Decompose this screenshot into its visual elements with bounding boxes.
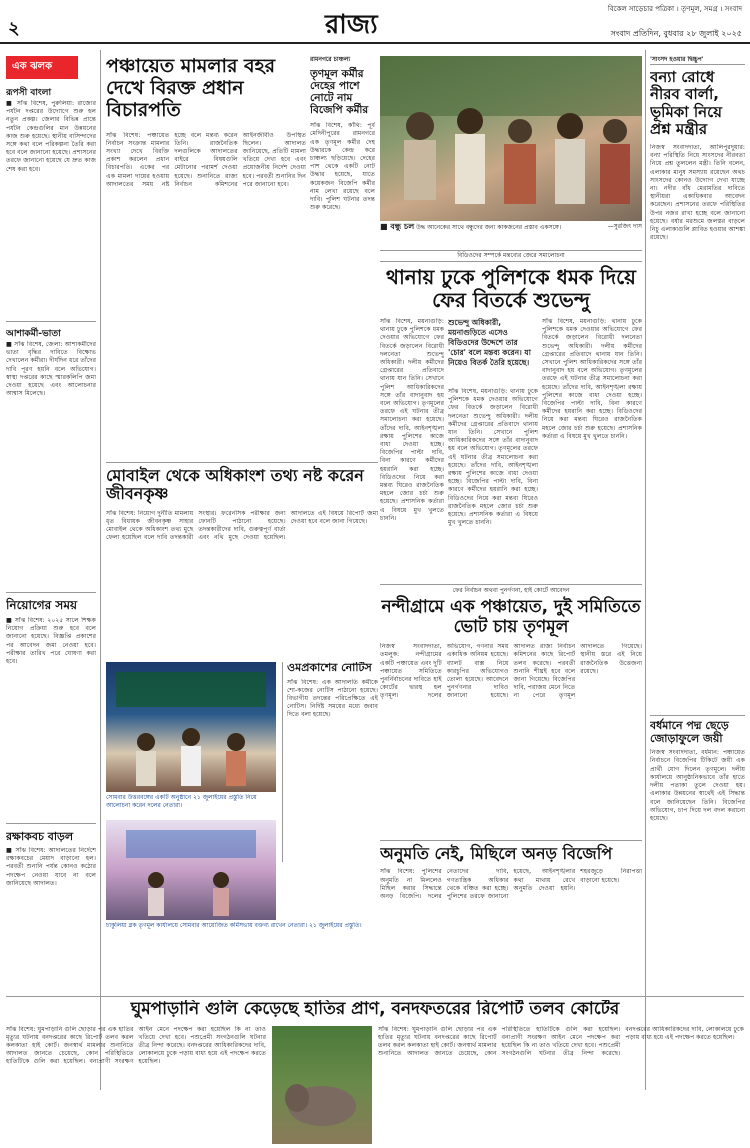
masthead-date: সংবাদ প্রতিদিন, বুধবার ২৮ জুলাই ২০২৫ — [610, 29, 742, 38]
briefs-label: এক ঝলক — [6, 56, 78, 79]
story-trinamool — [310, 56, 375, 456]
caption-title: ■ বন্ধু চল — [380, 223, 415, 231]
story-body: সাঁঝ বিশেষ: পুলিশের অনুমতি না মিললেও মিছিল করার সিদ্ধান্তে অনড় বিজেপি। দলের নেতাদের দাবি, গণতান্ত্রিক অধিকার থেকে বঞ্চিত করা হচ্ছে। পুলিশের তরফে জানানো হয়েছে, আইনশৃঙ্খলার কথা মাথায় রেখে অনুমতি দেওয়া হয়নি। শহরজুড়ে নিরাপত্তা বাড়ানো হয়েছে। — [380, 868, 642, 900]
headline: পঞ্চায়েত মামলার বহর দেখে বিরক্ত প্রধান বিচারপতি — [106, 56, 276, 121]
photo-scene — [106, 662, 276, 792]
story-body: সাঁঝ বিশেষ: ঘুমপাড়ানি গুলি ছোড়ার পর এক হাতির মৃত্যুর ঘটনায় বনদপ্তরের কাছে রিপোর্ট তলব করল কলকাতা হাই কোর্ট। জনস্বার্থ মামলার শুনানিতে আদালত জানতে চেয়েছে, কোন পরিস্থিতিতে হাতিটিকে গুলি করা হয়েছিল। বন্যপ্রাণী সংরক্ষণ আইন মেনে পদক্ষেপ করা হয়েছিল কি না তাও খতিয়ে দেখা হবে। পশুপ্রেমী সংগঠনগুলি ঘটনার তীব্র নিন্দা করেছে। বনদপ্তরের আধিকারিকদের দাবি, লোকালয়ে ঢুকে পড়ায় বাধ্য হয়ে এই পদক্ষেপ করতে হয়েছিল। — [6, 1025, 266, 1066]
photo-caption — [380, 223, 642, 245]
story-body: সাঁঝ বিশেষ: এক আদালতি কর্মীকে শো-কজের নোটিস পাঠানো হয়েছে। বিভাগীয় তদন্তের পরিপ্রেক্ষিতে এই নোটিস। নির্দিষ্ট সময়ের মধ্যে জবাব দিতে বলা হয়েছে। — [287, 678, 378, 719]
photo-scene — [106, 820, 276, 920]
headline: বন্যা রোধে নীরব বার্লা, ভূমিকা নিয়ে প্রশ্ন মন্ত্রীর — [650, 68, 722, 138]
photo-children-bus — [380, 56, 642, 221]
kicker: 'সাংসদ হওয়ার দ্বিচ্চুপ' — [650, 56, 745, 65]
story-body: সাঁঝ বিশেষ, ময়নাগুড়ি: থানায় ঢুকে পুলিশকে ধমক দেওয়ার অভিযোগে ফের বিতর্কে জড়ালেন বিরোধী দলনেতা শুভেন্দু অধিকারী। দলীয় কর্মীদের গ্রেপ্তারের প্রতিবাদে থানায় যান তিনি। সেখানে পুলিশ আধিকারিকদের সঙ্গে তাঁর বাদানুবাদ হয় বলে অভিযোগ। তৃণমূলের তরফে এই ঘটনার তীব্র সমালোচনা করা হয়েছে। তাঁদের দাবি, আইনশৃঙ্খলা রক্ষায় পুলিশের কাজে বাধা দেওয়া হচ্ছে। বিজেপির পাল্টা দাবি, বিনা কারণে কর্মীদের হয়রানি করা হচ্ছে। বিডিওদের নিয়ে করা মন্তব্য ঘিরেও রাজনৈতিক মহলে জোর চর্চা শুরু হয়েছে। প্রশাসনিক কর্তারা এ বিষয়ে মুখ খুলতে চাননি। — [380, 318, 444, 522]
brief-title: নিয়োগের সময় — [6, 592, 96, 617]
column-rule — [100, 50, 101, 1090]
brief-title: রূপসী বাংলা — [6, 88, 52, 98]
headline: নন্দীগ্রামে এক পঞ্চায়েত, দুই সমিতিতে ভোট চায় তৃণমূল — [381, 597, 641, 637]
photo-scene — [272, 1026, 372, 1144]
headline: থানায় ঢুকে পুলিশকে ধমক দিয়ে ফের বিতর্কে শুভেন্দু — [386, 265, 636, 312]
story-nandigram — [380, 584, 642, 834]
story-body: সাঁঝ বিশেষ: নিয়োগ দুর্নীতি মামলায় ধৃত বিধায়ক জীবনকৃষ্ণ সাহার মোবাইল থেকে অধিকাংশ তথ্য মুছে ফেলা হয়েছিল বলে দাবি তদন্তকারী সংস্থার। ফরেনসিক পরীক্ষার জন্য ফোনটি পাঠানো হয়েছে। তদন্তকারীদের দাবি, গুরুত্বপূর্ণ বার্তা এবং নথি মুছে দেওয়া হয়েছিল। আদালতে এই বিষয়ে রিপোর্ট জমা দেওয়া হবে বলে জানা গিয়েছে। — [106, 509, 378, 542]
headline: মোবাইল থেকে অধিকাংশ তথ্য নষ্ট করেন জীবনকৃষ্ণ — [106, 466, 364, 504]
brief-title: আশাকর্মী-ভাতা — [6, 321, 96, 341]
story-body: সাঁঝ বিশেষ, ময়নাগুড়ি: থানায় ঢুকে পুলিশকে ধমক দেওয়ার অভিযোগে ফের বিতর্কে জড়ালেন বিরোধী দলনেতা শুভেন্দু অধিকারী। দলীয় কর্মীদের গ্রেপ্তারের প্রতিবাদে থানায় যান তিনি। সেখানে পুলিশ আধিকারিকদের সঙ্গে তাঁর বাদানুবাদ হয় বলে অভিযোগ। তৃণমূলের তরফে এই ঘটনার তীব্র সমালোচনা করা হয়েছে। তাঁদের দাবি, আইনশৃঙ্খলা রক্ষায় পুলিশের কাজে বাধা দেওয়া হচ্ছে। বিজেপির পাল্টা দাবি, বিনা কারণে কর্মীদের হয়রানি করা হচ্ছে। বিডিওদের নিয়ে করা মন্তব্য ঘিরেও রাজনৈতিক মহলে জোর চর্চা শুরু হয়েছে। প্রশাসনিক কর্তারা এ বিষয়ে মুখ খুলতে চাননি। — [542, 318, 642, 440]
headline: ওমপ্রকাশের নোটিস — [287, 662, 372, 674]
photo-credit: —সুরজিৎ দাস — [607, 223, 642, 230]
photo-rally — [106, 662, 276, 792]
kicker: বিডিওদের সম্পর্কে মন্তব্যের জেরে সমালোচনা — [380, 250, 642, 262]
headline: ঘুমপাড়ানি গুলি কেড়েছে হাতির প্রাণ, বনদফতরের রিপোর্ট তলব কোর্টের — [130, 1000, 620, 1019]
headline: অনুমতি নেই, মিছিলে অনড় বিজেপি — [380, 844, 613, 863]
section-title: রাজ্য — [325, 10, 378, 40]
story-suvendu — [380, 250, 642, 578]
headline: তৃণমূল কর্মীর দেহের পাশে নোটে নাম বিজেপি কর্মীর — [310, 68, 369, 117]
kicker: ফের নির্বাচন অথবা পুনর্গণনা, হাই কোর্টে আবেদন — [452, 587, 570, 594]
story-body: নিজস্ব সংবাদদাতা, বর্ধমান: পঞ্চায়েত নির্বাচনে বিজেপির টিকিটে জয়ী এক প্রার্থী যোগ দিলেন তৃণমূলে। দলীয় কার্যালয়ে আনুষ্ঠানিকভাবে তাঁর হাতে দলীয় পতাকা তুলে দেওয়া হয়। এলাকার উন্নয়নের স্বার্থেই এই সিদ্ধান্ত বলে জানিয়েছেন তিনি। বিজেপির অভিযোগ, চাপ দিয়ে দল বদল করানো হয়েছে। — [650, 749, 745, 822]
page-number: ২ — [8, 18, 20, 39]
brief-body: ■ সাঁঝ বিশেষ, পুরুলিয়া: রাজ্যের পর্যটন দপ্তরের উদ্যোগে শুরু হল নতুন প্রকল্প। জেলার বিভিন্ন প্রান্তে পর্যটন কেন্দ্রগুলির মান উন্নয়নের কাজ শুরু হয়েছে। স্থানীয় বাসিন্দাদের সঙ্গে কথা বলে পরিকল্পনা তৈরি করা হবে বলে জানানো হয়েছে। প্রশাসনের তরফে জানানো হয়েছে যে দ্রুত কাজ শেষ করা হবে। — [6, 100, 96, 173]
story-body: সাঁঝ বিশেষ: পঞ্চায়েত নির্বাচন সংক্রান্ত মামলার সংখ্যা দেখে বিরক্তি প্রকাশ করলেন প্রধান বিচারপতি। একের পর এক মামলা দায়ের হওয়ায় আদালতের সময় নষ্ট হচ্ছে বলে মন্তব্য করেন তিনি। রাজনৈতিক দলগুলিকে আদালতের বাইরে বিষয়গুলি মেটানোর পরামর্শ দেওয়া হয়েছে। শুনানিতে রাজ্য নির্বাচন কমিশনের আইনজীবীও উপস্থিত ছিলেন। আদালত জানিয়েছে, প্রতিটি মামলা খতিয়ে দেখা হবে এবং প্রয়োজনীয় নির্দেশ দেওয়া হবে। পরবর্তী শুনানির দিন পরে জানানো হবে। — [106, 131, 306, 188]
photo-scene — [380, 56, 642, 221]
photo-workshop — [106, 820, 276, 920]
story-notice — [282, 662, 378, 862]
story-mobile — [106, 462, 378, 657]
pullquote: শুভেন্দু অধিকারী, ময়নাগুড়িতে এসেও বিডিওদের উদ্দেশে তার 'চোর' বলে মন্তব্য করেন। যা নিয়েও বিতর্ক তৈরি হয়েছে। — [448, 318, 531, 367]
brief-body: ■ সাঁঝ বিশেষ: আদালতের নির্দেশে রক্ষাকবচের মেয়াদ বাড়ানো হল। পরবর্তী শুনানি পর্যন্ত কোনও কঠোর পদক্ষেপ নেওয়া যাবে না বলে জানিয়েছে আদালত। — [6, 847, 96, 887]
caption-text: উদ্ধ আনেকের সাথে বন্ধুদের জন্য কাকজনের প্রস্তাব একসঙ্গে। — [416, 224, 562, 231]
story-elephant — [6, 1000, 744, 1146]
section-rule — [6, 996, 744, 997]
masthead — [0, 0, 750, 44]
photo-caption: সোমবার উত্তরবঙ্গের একটি অনুষ্ঠানে ২১ জুলাইয়ের প্রস্তুতি নিয়ে আলোচনা করেন দলের নেতারা। — [106, 794, 257, 809]
story-body: সাঁঝ বিশেষ, কাঁথি: পূর্ব মেদিনীপুরের রামনগরে এক তৃণমূল কর্মীর দেহ উদ্ধারকে কেন্দ্র করে চাঞ্চল্য ছড়িয়েছে। দেহের পাশ থেকে একটি নোট উদ্ধার হয়েছে, যাতে কয়েকজন বিজেপি কর্মীর নাম লেখা রয়েছে বলে দাবি। পুলিশ ঘটনার তদন্ত শুরু করেছে। — [310, 122, 375, 212]
story-bjp-rally — [380, 840, 642, 990]
story-body: নিজস্ব সংবাদদাতা, তমলুক: নন্দীগ্রামের একটি পঞ্চায়েত এবং দুটি পঞ্চায়েত সমিতিতে পুনর্নির্বাচনের দাবিতে হাই কোর্টের দ্বারস্থ হল তৃণমূল। দলের অভিযোগ, গণনার সময় একাধিক অনিয়ম হয়েছে। ব্যালট বাক্স নিয়ে কারচুপির অভিযোগও তোলা হয়েছে। আবেদনে পুনর্গণনার দাবিও জানানো হয়েছে। আদালত রাজ্য নির্বাচন কমিশনের কাছে রিপোর্ট তলব করেছে। পরবর্তী শুনানি শীঘ্রই হবে বলে জানা গিয়েছে। বিজেপির দাবি, পরাজয় মেনে নিতে না পেরে তৃণমূল আদালতে গিয়েছে। স্থানীয় স্তরে এই নিয়ে রাজনৈতিক উত্তেজনা রয়েছে। — [380, 643, 642, 700]
headline: বর্ধমানে পদ্ম ছেড়ে জোড়াফুলে জয়ী — [650, 719, 729, 745]
left-briefs-column — [6, 56, 96, 1091]
column-rule — [645, 50, 646, 1090]
photo-elephant — [272, 1026, 372, 1144]
brief-body: ■ সাঁঝ বিশেষ, জেলা: আশাকর্মীদের ভাতা বৃদ্ধির দাবিতে বিক্ষোভ দেখালেন কর্মীরা। দীর্ঘদিন ধরে তাঁদের দাবি পূরণ হয়নি বলে অভিযোগ। স্বাস্থ্য দপ্তরের কাছে স্মারকলিপি জমা দেওয়া হয়েছে এবং আলোচনার আশ্বাস মিলেছে। — [6, 341, 96, 398]
story-body: সাঁঝ বিশেষ, ময়নাগুড়ি: থানায় ঢুকে পুলিশকে ধমক দেওয়ার অভিযোগে ফের বিতর্কে জড়ালেন বিরোধী দলনেতা শুভেন্দু অধিকারী। দলীয় কর্মীদের গ্রেপ্তারের প্রতিবাদে থানায় যান তিনি। সেখানে পুলিশ আধিকারিকদের সঙ্গে তাঁর বাদানুবাদ হয় বলে অভিযোগ। তৃণমূলের তরফে এই ঘটনার তীব্র সমালোচনা করা হয়েছে। তাঁদের দাবি, আইনশৃঙ্খলা রক্ষায় পুলিশের কাজে বাধা দেওয়া হচ্ছে। বিজেপির পাল্টা দাবি, বিনা কারণে কর্মীদের হয়রানি করা হচ্ছে। বিডিওদের নিয়ে করা মন্তব্য ঘিরেও রাজনৈতিক মহলে জোর চর্চা শুরু হয়েছে। প্রশাসনিক কর্তারা এ বিষয়ে মুখ খুলতে চাননি। — [448, 388, 538, 527]
story-body: নিজস্ব সংবাদদাতা, আলিপুরদুয়ার: বন্যা পরিস্থিতি নিয়ে সাংসদের নীরবতা নিয়ে প্রশ্ন তুললেন মন্ত্রী। তিনি বলেন, এলাকার মানুষ সমস্যায় রয়েছেন অথচ সাংসদের কোনও উদ্যোগ দেখা যাচ্ছে না। নদীর বাঁধ মেরামতির দাবিতে স্থানীয়রা একাধিকবার আবেদন করেছেন। প্রশাসনের তরফে পরিস্থিতির উপর নজর রাখা হচ্ছে বলে জানানো হয়েছে। বর্ষার মরশুমে জলস্তর বাড়লে নিচু এলাকাগুলি প্লাবিত হওয়ার আশঙ্কা রয়েছে। — [650, 144, 745, 242]
masthead-meta: বিকেল সাড়েচার পত্রিকা । তৃণমূল, সমগ্র । সংবাদ — [607, 5, 742, 13]
photo-caption: চাকুলিয়া ব্লক তৃণমূল কার্যালয়ে সোমবার আয়োজিত কর্মিসভায় বক্তব্য রাখেন নেতারা। ২১ জুলাইয়ের প্রস্তুতি। — [106, 922, 362, 929]
story-panchayat — [106, 56, 306, 456]
story-body: সাঁঝ বিশেষ: ঘুমপাড়ানি গুলি ছোড়ার পর এক হাতির মৃত্যুর ঘটনায় বনদপ্তরের কাছে রিপোর্ট তলব করল কলকাতা হাই কোর্ট। জনস্বার্থ মামলার শুনানিতে আদালত জানতে চেয়েছে, কোন পরিস্থিতিতে হাতিটিকে গুলি করা হয়েছিল। বন্যপ্রাণী সংরক্ষণ আইন মেনে পদক্ষেপ করা হয়েছিল কি না তাও খতিয়ে দেখা হবে। পশুপ্রেমী সংগঠনগুলি ঘটনার তীব্র নিন্দা করেছে। বনদপ্তরের আধিকারিকদের দাবি, লোকালয়ে ঢুকে পড়ায় বাধ্য হয়ে এই পদক্ষেপ করতে হয়েছিল। — [378, 1025, 744, 1058]
story-flood — [650, 56, 745, 706]
story-bardhaman — [650, 715, 745, 995]
brief-title: রক্ষাকবচ বাড়ল — [6, 823, 96, 847]
kicker: রামনগরে চাঞ্চল্য — [310, 56, 351, 63]
brief-body: ■ সাঁঝ বিশেষ: ২০২৫ সালে শিক্ষক নিয়োগ প্রক্রিয়া শুরু হবে বলে জানানো হয়েছে। বিজ্ঞপ্তি প্রকাশের পর আবেদন জমা নেওয়া হবে। পরীক্ষার তারিখ পরে ঘোষণা করা হবে। — [6, 617, 96, 666]
